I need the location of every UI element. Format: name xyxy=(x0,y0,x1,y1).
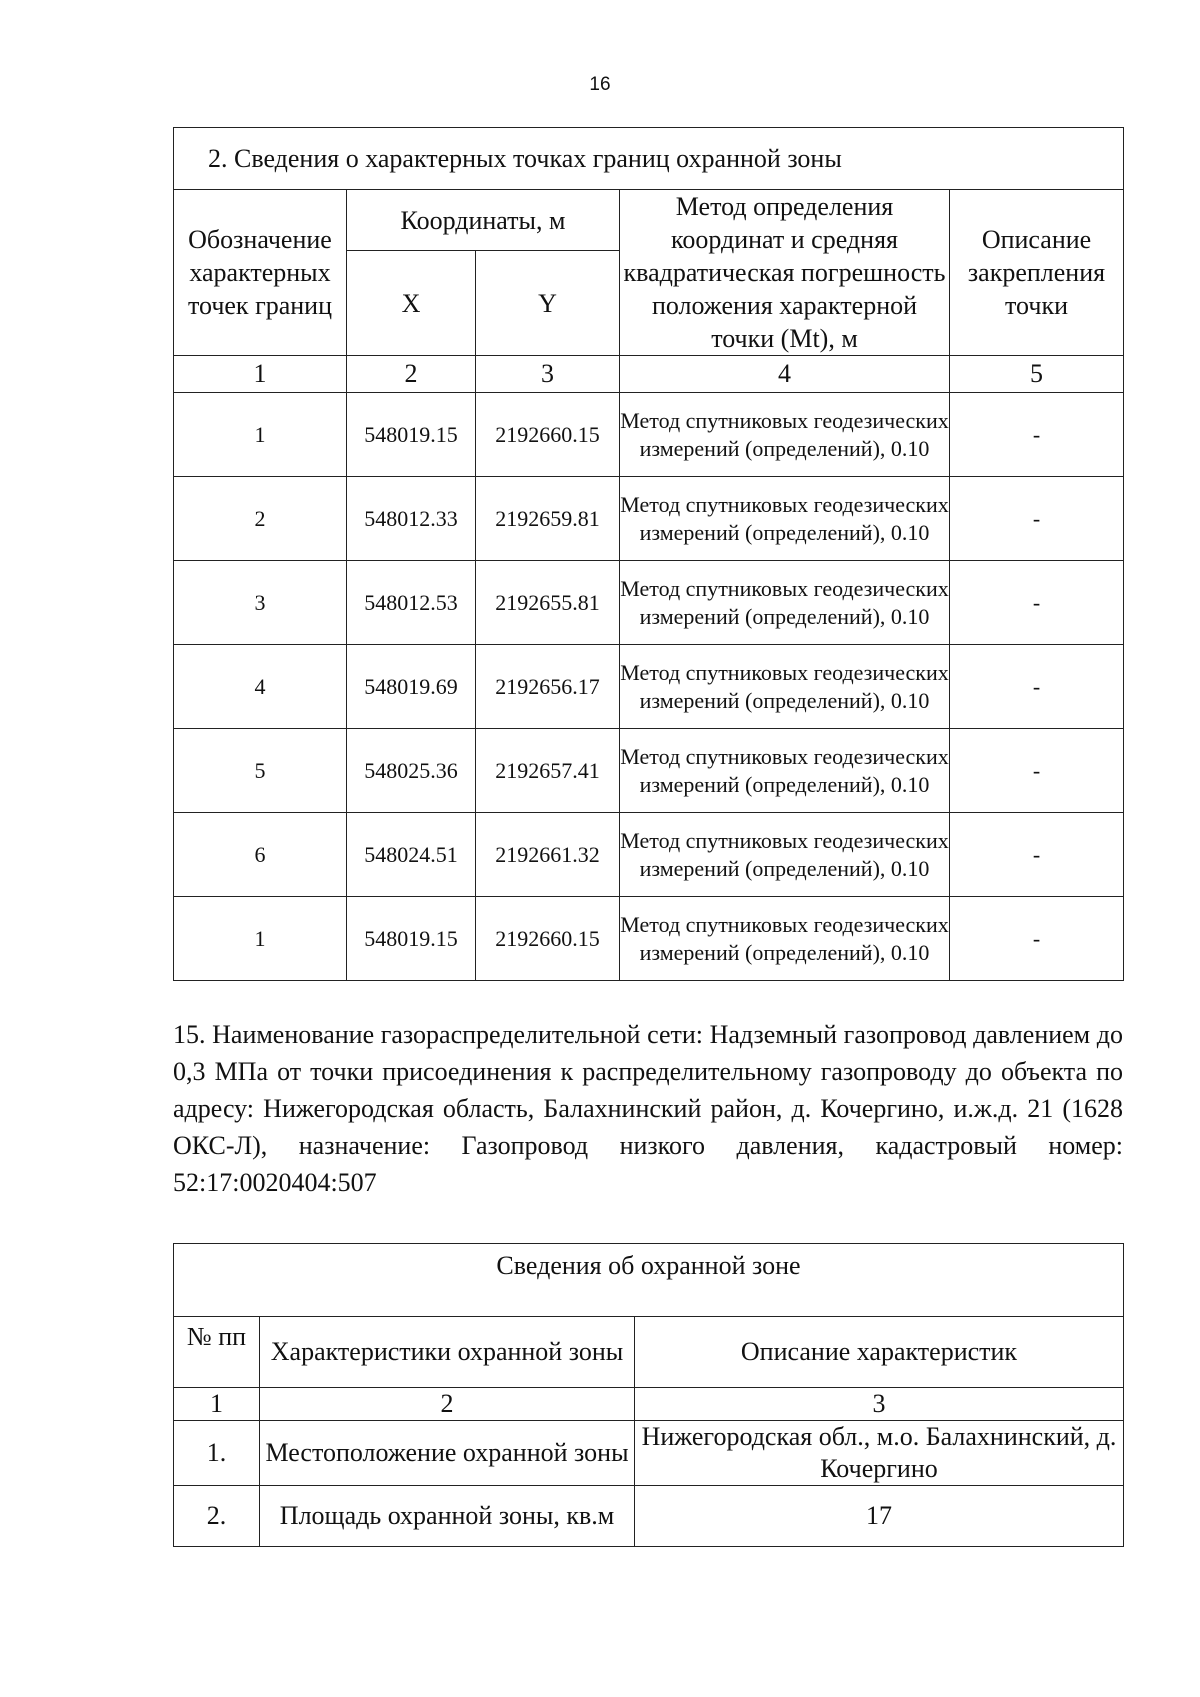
col-number: 3 xyxy=(635,1388,1124,1421)
point-id: 1 xyxy=(174,393,347,477)
point-id: 3 xyxy=(174,561,347,645)
method: Метод спутниковых геодезических измерений (определений), 0.10 xyxy=(620,477,950,561)
coord-y: 2192657.41 xyxy=(476,729,620,813)
point-id: 1 xyxy=(174,897,347,981)
table-row xyxy=(174,729,1124,813)
col-number: 3 xyxy=(476,356,620,393)
coord-x: 548025.36 xyxy=(347,729,476,813)
fixation: - xyxy=(950,729,1124,813)
point-id: 4 xyxy=(174,645,347,729)
characteristic: Местоположение охранной зоны xyxy=(260,1421,635,1486)
table-row xyxy=(174,477,1124,561)
coord-x: 548019.15 xyxy=(347,897,476,981)
table-row xyxy=(174,645,1124,729)
network-description-paragraph: 15. Наименование газораспределительной сети: Надземный газопровод давлением до 0,3 МПа от точки присоединения к распределительному газопроводу до объекта по адресу: Нижегородская область, Балахнинский район, д. Кочергино, и.ж.д. 21 (1628 ОКС-Л), назначение: Газопровод низкого давления, кадастровый номер: 52:17:0020404:507 xyxy=(173,1020,1123,1197)
header-description: Описание закрепления точки xyxy=(950,190,1124,356)
point-id: 6 xyxy=(174,813,347,897)
page-number: 16 xyxy=(589,74,611,95)
table-title: Сведения об охранной зоне xyxy=(174,1244,1124,1317)
table-title: 2. Сведения о характерных точках границ охранной зоны xyxy=(174,128,1124,190)
coord-x: 548019.69 xyxy=(347,645,476,729)
method: Метод спутниковых геодезических измерений (определений), 0.10 xyxy=(620,729,950,813)
fixation: - xyxy=(950,813,1124,897)
header-coordinates: Координаты, м xyxy=(347,190,620,251)
point-id: 2 xyxy=(174,477,347,561)
method: Метод спутниковых геодезических измерений (определений), 0.10 xyxy=(620,393,950,477)
method: Метод спутниковых геодезических измерений (определений), 0.10 xyxy=(620,897,950,981)
fixation: - xyxy=(950,477,1124,561)
header-y: Y xyxy=(476,251,620,356)
header-x: X xyxy=(347,251,476,356)
coord-y: 2192655.81 xyxy=(476,561,620,645)
header-description: Описание характеристик xyxy=(635,1317,1124,1388)
coord-y: 2192659.81 xyxy=(476,477,620,561)
coord-y: 2192661.32 xyxy=(476,813,620,897)
protection-zone-table xyxy=(173,1243,1124,1547)
table-row xyxy=(174,897,1124,981)
row-num: 1. xyxy=(174,1421,260,1486)
header-num: № пп xyxy=(174,1317,260,1388)
point-id: 5 xyxy=(174,729,347,813)
col-number: 2 xyxy=(260,1388,635,1421)
coord-x: 548012.33 xyxy=(347,477,476,561)
col-number: 1 xyxy=(174,1388,260,1421)
fixation: - xyxy=(950,393,1124,477)
col-number: 4 xyxy=(620,356,950,393)
fixation: - xyxy=(950,897,1124,981)
fixation: - xyxy=(950,645,1124,729)
coord-x: 548012.53 xyxy=(347,561,476,645)
method: Метод спутниковых геодезических измерений (определений), 0.10 xyxy=(620,561,950,645)
fixation: - xyxy=(950,561,1124,645)
table-row xyxy=(174,1486,1124,1547)
header-designation: Обозначение характерных точек границ xyxy=(174,190,347,356)
coord-y: 2192660.15 xyxy=(476,897,620,981)
col-number: 5 xyxy=(950,356,1124,393)
col-number: 2 xyxy=(347,356,476,393)
method: Метод спутниковых геодезических измерений (определений), 0.10 xyxy=(620,645,950,729)
table-row xyxy=(174,1421,1124,1486)
table-row xyxy=(174,561,1124,645)
header-method: Метод определения координат и средняя квадратическая погрешность положения характерной точки (Mt), м xyxy=(620,190,950,356)
col-number: 1 xyxy=(174,356,347,393)
coord-x: 548019.15 xyxy=(347,393,476,477)
characteristic: Площадь охранной зоны, кв.м xyxy=(260,1486,635,1547)
coord-y: 2192656.17 xyxy=(476,645,620,729)
table-row xyxy=(174,393,1124,477)
method: Метод спутниковых геодезических измерений (определений), 0.10 xyxy=(620,813,950,897)
characteristic-value: 17 xyxy=(635,1486,1124,1547)
coord-x: 548024.51 xyxy=(347,813,476,897)
header-characteristics: Характеристики охранной зоны xyxy=(260,1317,635,1388)
table-row xyxy=(174,813,1124,897)
boundary-points-table xyxy=(173,127,1124,981)
coord-y: 2192660.15 xyxy=(476,393,620,477)
characteristic-value: Нижегородская обл., м.о. Балахнинский, д. Кочергино xyxy=(635,1421,1124,1486)
row-num: 2. xyxy=(174,1486,260,1547)
